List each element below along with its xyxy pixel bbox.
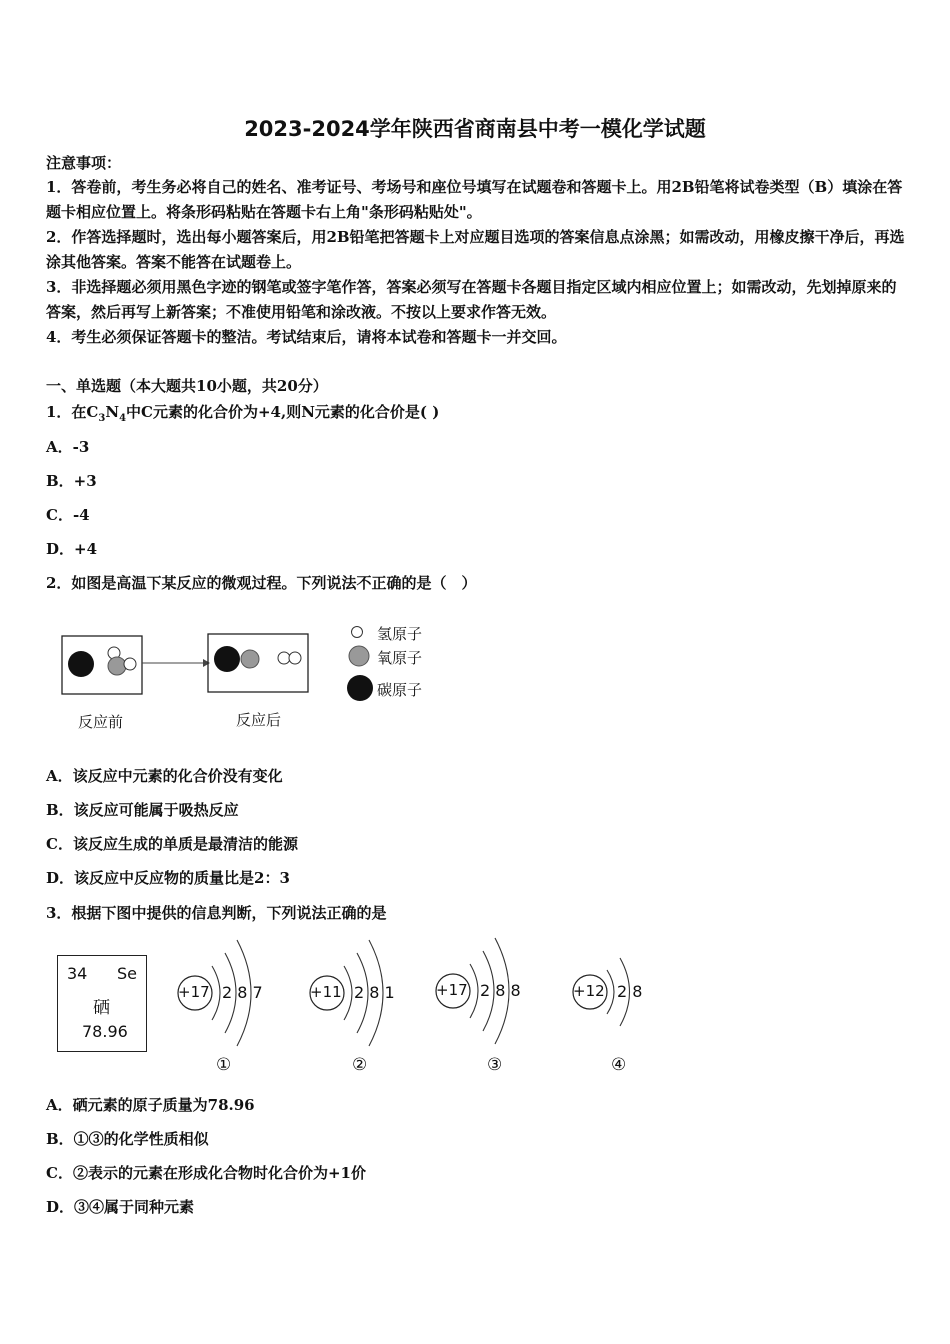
atomic-mass: 78.96 bbox=[82, 1022, 128, 1041]
atom-3-label: ③ bbox=[487, 1055, 503, 1075]
question-2-stem: 2．如图是高温下某反应的微观过程。下列说法不正确的是（ ） bbox=[46, 574, 477, 592]
oxygen-atom bbox=[241, 650, 259, 668]
section-heading: 一、单选题（本大题共10小题，共20分） bbox=[46, 377, 328, 395]
legend-carbon-icon bbox=[347, 675, 373, 701]
atom-2-label: ② bbox=[352, 1055, 368, 1075]
q2-option-d: D．该反应中反应物的质量比是2：3 bbox=[46, 869, 290, 887]
q3-option-b: B．①③的化学性质相似 bbox=[46, 1130, 209, 1148]
carbon-atom bbox=[214, 646, 240, 672]
page-title: 2023-2024学年陕西省商南县中考一模化学试题 bbox=[244, 117, 706, 141]
notice-item-1: 1．答卷前，考生务必将自己的姓名、准考证号、考场号和座位号填写在试题卷和答题卡上。用2B铅笔将试卷类型（B）填涂在答题卡相应位置上。将条形码粘贴在答题卡右上角"条形码粘贴处"。 bbox=[46, 178, 903, 221]
atom-1-label: ① bbox=[216, 1055, 232, 1075]
arrow-head-icon bbox=[203, 659, 210, 667]
atom-4-label: ④ bbox=[611, 1055, 627, 1075]
atom-3-shells: 2 8 8 bbox=[480, 981, 521, 1000]
q3-option-d: D．③④属于同种元素 bbox=[46, 1198, 195, 1216]
notice-item-2: 2．作答选择题时，选出每小题答案后，用2B铅笔把答题卡上对应题目选项的答案信息点涂黑；如需改动，用橡皮擦干净后，再选涂其他答案。答案不能答在试题卷上。 bbox=[46, 228, 905, 271]
atom-structure-diagrams bbox=[165, 928, 665, 1078]
question-1-stem: 1．在$C_3N_4$中C元素的化合价为+4,则N元素的化合价是( ) bbox=[46, 403, 440, 424]
atom-1-shells: 2 8 7 bbox=[222, 983, 263, 1002]
atomic-number: 34 bbox=[67, 964, 88, 983]
carbon-atom bbox=[68, 651, 94, 677]
q3-option-a: A．硒元素的原子质量为78.96 bbox=[46, 1096, 255, 1114]
q1-option-a: A．-3 bbox=[46, 438, 90, 456]
legend-hydrogen: 氢原子 bbox=[377, 625, 423, 643]
question-3-stem: 3．根据下图中提供的信息判断，下列说法正确的是 bbox=[46, 904, 387, 922]
hydrogen-atom bbox=[278, 652, 290, 664]
element-symbol: Se bbox=[117, 964, 137, 983]
q3-option-c: C．②表示的元素在形成化合物时化合价为+1价 bbox=[46, 1164, 366, 1182]
before-label: 反应前 bbox=[78, 713, 124, 731]
element-name: 硒 bbox=[93, 998, 110, 1018]
legend-carbon: 碳原子 bbox=[377, 681, 423, 699]
atom-4-shells: 2 8 bbox=[617, 982, 643, 1001]
element-card bbox=[57, 955, 147, 1052]
legend-oxygen: 氧原子 bbox=[377, 649, 423, 667]
legend-hydrogen-icon bbox=[352, 627, 363, 638]
q1-option-c: C．-4 bbox=[46, 506, 90, 524]
after-label: 反应后 bbox=[236, 711, 282, 729]
atom-2-shells: 2 8 1 bbox=[354, 983, 395, 1002]
hydrogen-atom bbox=[124, 658, 136, 670]
atom-3-nucleus: +17 bbox=[436, 981, 468, 999]
q2-option-a: A．该反应中元素的化合价没有变化 bbox=[46, 767, 283, 785]
notice-heading: 注意事项： bbox=[46, 154, 122, 172]
legend-oxygen-icon bbox=[349, 646, 369, 666]
q2-option-c: C．该反应生成的单质是最清洁的能源 bbox=[46, 835, 298, 853]
notice-item-4: 4．考生必须保证答题卡的整洁。考试结束后，请将本试卷和答题卡一并交回。 bbox=[46, 328, 567, 346]
oxygen-atom bbox=[108, 657, 126, 675]
atom-2-nucleus: +11 bbox=[310, 983, 342, 1001]
atom-4-nucleus: +12 bbox=[573, 982, 605, 1000]
atom-1-nucleus: +17 bbox=[178, 983, 210, 1001]
q1-option-d: D．+4 bbox=[46, 540, 98, 558]
hydrogen-atom bbox=[289, 652, 301, 664]
q2-option-b: B．该反应可能属于吸热反应 bbox=[46, 801, 239, 819]
notice-item-3: 3．非选择题必须用黑色字迹的钢笔或签字笔作答，答案必须写在答题卡各题目指定区域内相应位置上；如需改动，先划掉原来的答案，然后再写上新答案；不准使用铅笔和涂改液。不按以上要求作答无效。 bbox=[46, 278, 897, 321]
q1-option-b: B．+3 bbox=[46, 472, 97, 490]
